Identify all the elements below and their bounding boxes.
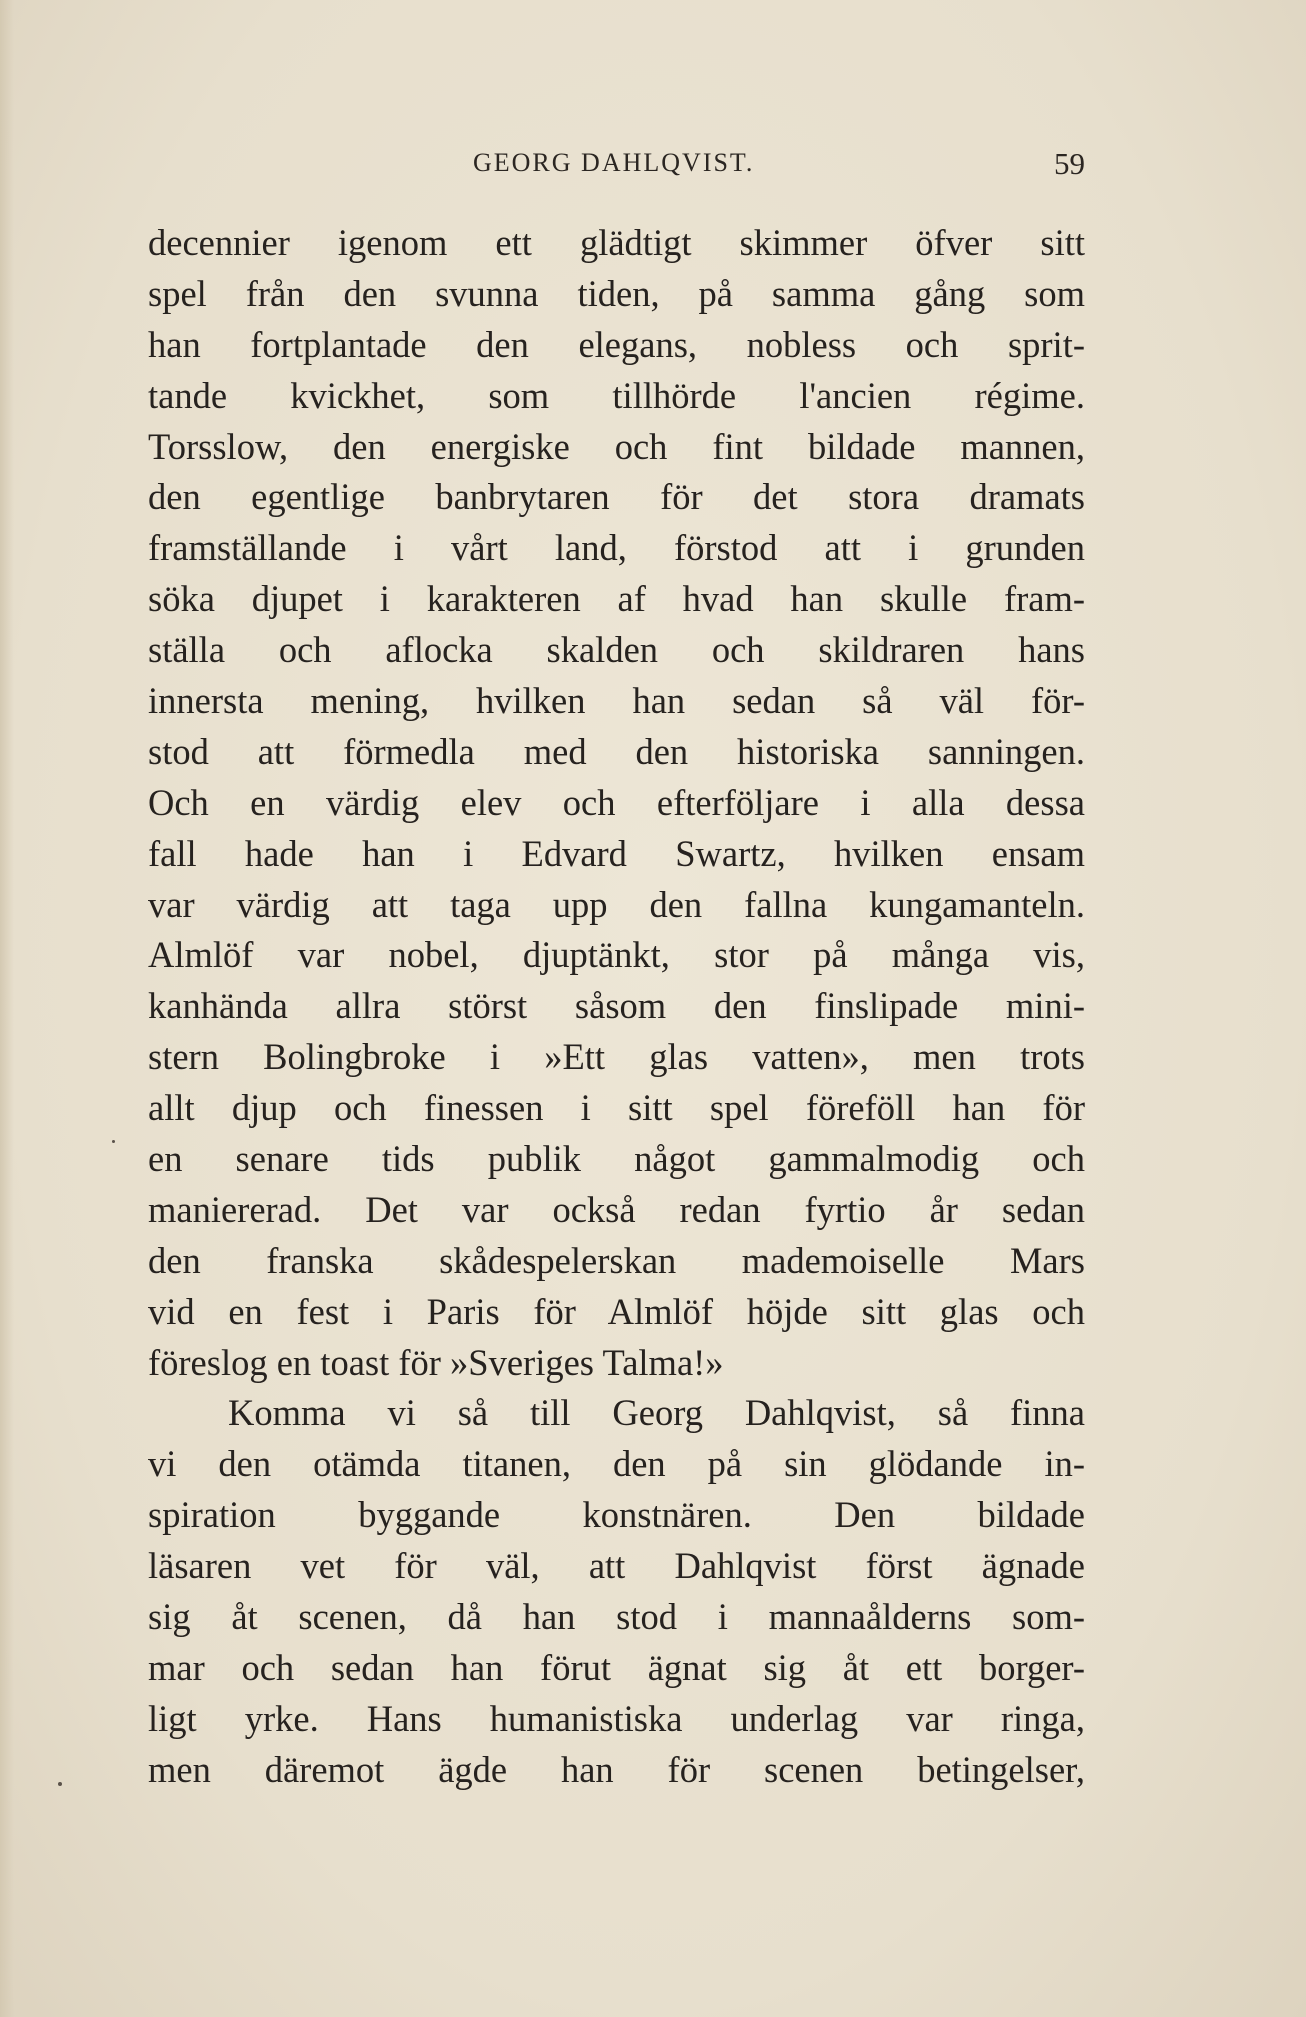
text-line: en senare tids publik något gammalmodig och xyxy=(148,1138,1085,1180)
text-line: Almlöf var nobel, djuptänkt, stor på många vis, xyxy=(148,934,1085,976)
body-text xyxy=(148,218,1085,1796)
text-line: Och en värdig elev och efterföljare i alla dessa xyxy=(148,781,1085,823)
text-line: ligt yrke. Hans humanistiska underlag var ringa, xyxy=(148,1697,1085,1739)
text-line: stern Bolingbroke i »Ett glas vatten», men trots xyxy=(148,1036,1085,1078)
text-line: fall hade han i Edvard Swartz, hvilken ensam xyxy=(148,832,1085,874)
text-line: vi den otämda titanen, den på sin glödande in- xyxy=(148,1443,1085,1485)
text-line: framställande i vårt land, förstod att i grunden xyxy=(148,527,1085,569)
text-line: läsaren vet för väl, att Dahlqvist först ägnade xyxy=(148,1545,1085,1587)
text-line: sig åt scenen, då han stod i mannaålderns som- xyxy=(148,1596,1085,1638)
text-line: innersta mening, hvilken han sedan så väl för- xyxy=(148,680,1085,722)
text-line: ställa och aflocka skalden och skildraren hans xyxy=(148,629,1085,671)
text-line: tande kvickhet, som tillhörde l'ancien régime. xyxy=(148,374,1085,416)
page-number: 59 xyxy=(1054,146,1085,181)
text-line: den franska skådespelerskan mademoiselle Mars xyxy=(148,1239,1085,1281)
text-line: söka djupet i karakteren af hvad han skulle fram- xyxy=(148,578,1085,620)
text-line: spel från den svunna tiden, på samma gång som xyxy=(148,272,1085,314)
text-line: spiration byggande konstnären. Den bildade xyxy=(148,1494,1085,1536)
page-header xyxy=(148,148,1085,188)
text-line: den egentlige banbrytaren för det stora dramats xyxy=(148,476,1085,518)
text-line: var värdig att taga upp den fallna kungamanteln. xyxy=(148,883,1085,925)
text-line: maniererad. Det var också redan fyrtio år sedan xyxy=(148,1188,1085,1230)
running-head: GEORG DAHLQVIST. xyxy=(473,148,755,177)
text-line: han fortplantade den elegans, nobless och sprit- xyxy=(148,323,1085,365)
text-line: mar och sedan han förut ägnat sig åt ett borger- xyxy=(148,1646,1085,1688)
page-edge-shadow xyxy=(0,0,14,2017)
text-line: decennier igenom ett glädtigt skimmer öfver sitt xyxy=(148,222,1085,263)
paper-speck xyxy=(58,1782,62,1786)
paper-speck xyxy=(112,1140,115,1143)
text-line: stod att förmedla med den historiska sanningen. xyxy=(148,730,1085,772)
text-line: Torsslow, den energiske och fint bildade mannen, xyxy=(148,425,1085,467)
text-line: vid en fest i Paris för Almlöf höjde sitt glas och xyxy=(148,1290,1085,1332)
text-line: men däremot ägde han för scenen betingelser, xyxy=(148,1748,1085,1790)
text-line: kanhända allra störst såsom den finslipade mini- xyxy=(148,985,1085,1027)
paragraph-end-line: föreslog en toast för »Sveriges Talma!» xyxy=(148,1341,724,1383)
text-line: allt djup och finessen i sitt spel föreföll han för xyxy=(148,1087,1085,1129)
paragraph-start-line: Komma vi så till Georg Dahlqvist, så finna xyxy=(228,1392,1085,1434)
